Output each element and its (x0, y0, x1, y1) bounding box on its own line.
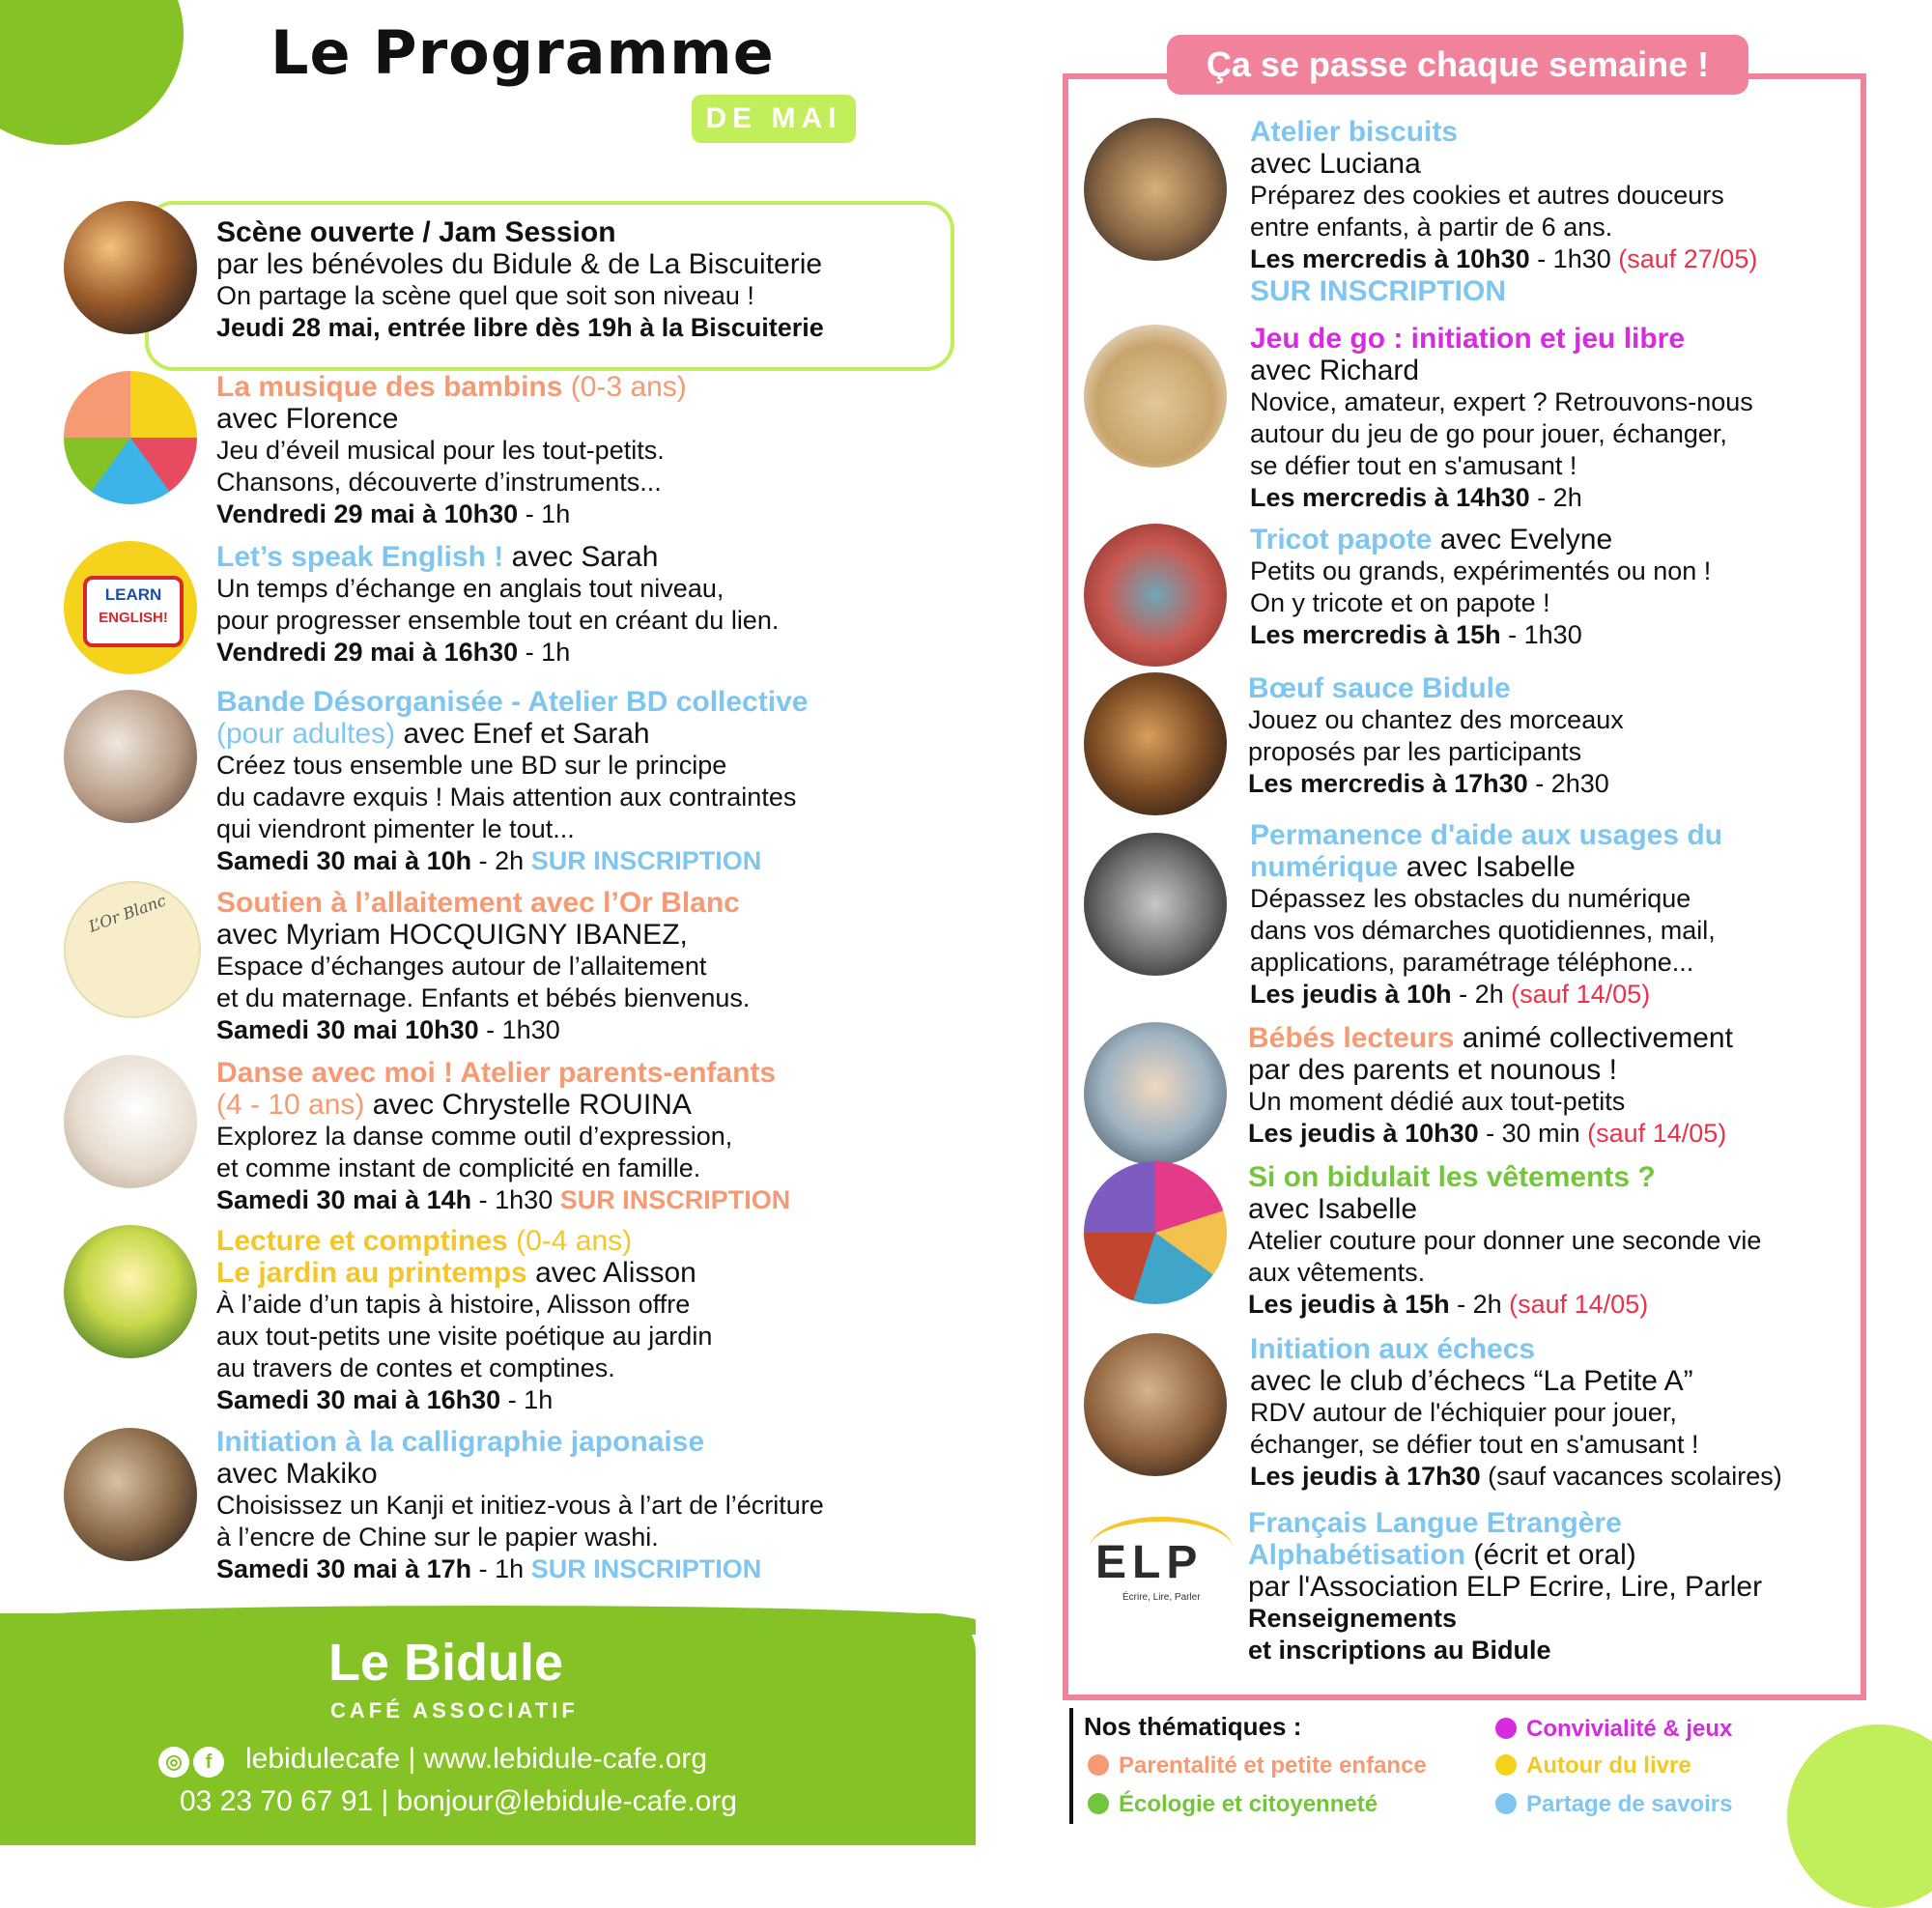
badge-english: ENGLISH! (99, 610, 168, 626)
weekly-title: Si on bidulait les vêtements ? (1248, 1161, 1656, 1193)
event-desc: et du maternage. Enfants et bébés bienvenus. (216, 983, 751, 1012)
weekly-desc: Atelier couture pour donner une seconde vie (1248, 1226, 1762, 1255)
event-desc: Jeu d’éveil musical pour les tout-petits. (216, 436, 665, 465)
go-board-photo (1084, 325, 1227, 468)
event-when: Samedi 30 mai 10h30 (216, 1015, 479, 1044)
weekly-title: Atelier biscuits (1250, 116, 1459, 148)
legend-item-ecologie (1088, 1791, 1378, 1818)
decorative-blob-top-left (0, 0, 184, 145)
event-desc: Explorez la danse comme outil d’expression, (216, 1122, 733, 1151)
event-age: (4 - 10 ans) (216, 1089, 365, 1121)
weekly-when: Les jeudis à 10h30 (1248, 1119, 1479, 1148)
weekly-desc: RDV autour de l'échiquier pour jouer, (1250, 1398, 1677, 1427)
event-when: Samedi 30 mai à 16h30 (216, 1385, 501, 1414)
featured-line2: On partage la scène quel que soit son niveau ! (216, 281, 754, 310)
weekly-desc: proposés par les participants (1248, 737, 1582, 766)
event-with: avec Chrystelle ROUINA (364, 1089, 692, 1121)
elp-logo (1090, 1517, 1233, 1604)
calligraphy-photo (64, 1428, 197, 1561)
event-duration: - 1h (518, 499, 571, 528)
legend-label: Convivialité & jeux (1526, 1716, 1733, 1742)
event-desc: Espace d’échanges autour de l’allaitement (216, 952, 707, 981)
badge-learn: LEARN (104, 585, 162, 604)
event-lecture (216, 1225, 712, 1416)
elp-logo-subtitle: Écrire, Lire, Parler (1122, 1592, 1201, 1603)
featured-line1: par les bénévoles du Bidule & de La Biscuiterie (216, 248, 823, 280)
legend-title: Nos thématiques : (1084, 1712, 1302, 1741)
legend-item-convivialite (1495, 1716, 1732, 1743)
weekly-with: avec Richard (1250, 355, 1420, 386)
month-badge: DE MAI (692, 95, 856, 143)
event-bambins (216, 371, 687, 530)
weekly-duration: - 2h30 (1527, 769, 1609, 798)
or-blanc-logo (64, 881, 201, 1018)
weekly-when: Les mercredis à 14h30 (1250, 483, 1530, 512)
event-duration: - 1h30 (471, 1185, 560, 1214)
weekly-go (1250, 323, 1753, 514)
event-title: Let’s speak English ! (216, 541, 504, 573)
weekly-desc: Jouez ou chantez des morceaux (1248, 705, 1624, 734)
event-with: avec Sarah (503, 541, 659, 573)
or-blanc-logo-text: L’Or Blanc (86, 891, 169, 936)
dance-photo (64, 1055, 197, 1188)
weekly-desc: échanger, se défier tout en s'amusant ! (1250, 1430, 1699, 1459)
weekly-with: avec Isabelle (1398, 851, 1576, 883)
legend-item-parentalite (1088, 1752, 1427, 1780)
sewing-photo (1084, 1161, 1227, 1304)
event-subtitle: Le jardin au printemps (216, 1257, 527, 1289)
weekly-when: Les mercredis à 15h (1250, 620, 1501, 649)
brand-tagline: CAFÉ ASSOCIATIF (330, 1698, 579, 1723)
event-desc: et comme instant de complicité en famille. (216, 1153, 701, 1182)
event-with: avec Enef et Sarah (395, 718, 650, 750)
legend-dot (1495, 1718, 1517, 1739)
weekly-extra: (écrit et oral) (1465, 1539, 1636, 1571)
page-title: Le Programme (270, 17, 775, 88)
weekly-numerique (1250, 819, 1722, 1011)
legend-dot (1088, 1754, 1109, 1776)
event-desc: aux tout-petits une visite poétique au jardin (216, 1322, 713, 1351)
instagram-icon[interactable]: ◎ (158, 1747, 189, 1778)
weekly-desc: Petits ou grands, expérimentés ou non ! (1250, 556, 1712, 585)
event-desc: du cadavre exquis ! Mais attention aux contraintes (216, 783, 797, 812)
legend-dot (1495, 1793, 1517, 1814)
weekly-duration: (sauf vacances scolaires) (1480, 1462, 1782, 1491)
event-duration: - 2h (471, 846, 531, 875)
weekly-duration: - 1h30 (1500, 620, 1582, 649)
event-title: La musique des bambins (216, 371, 563, 403)
weekly-duration: - 2h (1529, 483, 1582, 512)
event-with: avec Makiko (216, 1458, 378, 1490)
legend-divider (1069, 1708, 1073, 1824)
weekly-bebes (1248, 1022, 1733, 1150)
weekly-desc: dans vos démarches quotidiennes, mail, (1250, 916, 1716, 945)
weekly-with: avec Luciana (1250, 148, 1421, 180)
weekly-exception: (sauf 14/05) (1511, 980, 1651, 1009)
weekly-title: Tricot papote (1250, 524, 1433, 555)
event-desc: Un temps d’échange en anglais tout niveau, (216, 574, 724, 603)
guitars-photo (1084, 672, 1227, 815)
laptop-photo (1084, 833, 1227, 976)
legend-label: Écologie et citoyenneté (1119, 1791, 1378, 1817)
event-title: Lecture et comptines (216, 1225, 508, 1257)
event-bd (216, 686, 808, 877)
event-when: Vendredi 29 mai à 16h30 (216, 638, 519, 667)
weekly-when: Les jeudis à 15h (1248, 1290, 1450, 1319)
weekly-vetements (1248, 1161, 1761, 1321)
event-title: Danse avec moi ! Atelier parents-enfants (216, 1057, 777, 1089)
weekly-title: Initiation aux échecs (1250, 1333, 1536, 1365)
legend-item-savoirs (1495, 1791, 1732, 1818)
weekly-banner: Ça se passe chaque semaine ! (1167, 35, 1748, 95)
weekly-exception: (sauf 14/05) (1509, 1290, 1649, 1319)
weekly-title: Bœuf sauce Bidule (1248, 672, 1511, 704)
weekly-with: avec Isabelle (1248, 1193, 1418, 1225)
weekly-title-cont: numérique (1250, 851, 1399, 883)
weekly-info: Renseignements (1248, 1604, 1458, 1633)
cookies-photo (1084, 118, 1227, 261)
event-desc: qui viendront pimenter le tout... (216, 814, 575, 843)
event-when: Samedi 30 mai à 14h (216, 1185, 472, 1214)
event-when: Samedi 30 mai à 10h (216, 846, 472, 875)
event-with: avec Florence (216, 403, 399, 435)
registration-tag: SUR INSCRIPTION (530, 1554, 762, 1583)
event-age: (pour adultes) (216, 718, 396, 750)
event-title: Soutien à l’allaitement avec l’Or Blanc (216, 887, 740, 919)
registration-tag: SUR INSCRIPTION (1250, 275, 1507, 307)
event-allaitement (216, 887, 750, 1046)
event-calligraphie (216, 1426, 824, 1585)
event-with: avec Myriam HOCQUIGNY IBANEZ, (216, 919, 688, 951)
event-desc: Créez tous ensemble une BD sur le principe (216, 751, 727, 780)
baby-reading-photo (1084, 1022, 1227, 1165)
weekly-desc: Un moment dédié aux tout-petits (1248, 1087, 1626, 1116)
event-desc: au travers de contes et comptines. (216, 1353, 615, 1382)
event-when: Samedi 30 mai à 17h (216, 1554, 472, 1583)
legend-item-livre (1495, 1752, 1691, 1780)
registration-tag: SUR INSCRIPTION (530, 846, 762, 875)
book-flowers-photo (64, 1225, 197, 1358)
weekly-with: par l'Association ELP Ecrire, Lire, Parler (1248, 1571, 1763, 1603)
weekly-desc: aux vêtements. (1248, 1258, 1426, 1287)
weekly-title: Jeu de go : initiation et jeu libre (1250, 323, 1686, 355)
elp-logo-text: ELP (1095, 1537, 1204, 1588)
event-desc: pour progresser ensemble tout en créant du lien. (216, 606, 780, 635)
event-title: Initiation à la calligraphie japonaise (216, 1426, 705, 1458)
event-when: Vendredi 29 mai à 10h30 (216, 499, 519, 528)
event-desc: Choisissez un Kanji et initiez-vous à l’art de l’écriture (216, 1491, 824, 1520)
weekly-title: Français Langue Etrangère (1248, 1507, 1622, 1539)
facebook-icon[interactable]: f (193, 1747, 224, 1778)
weekly-tricot (1250, 524, 1711, 651)
event-duration: - 1h (471, 1554, 531, 1583)
weekly-boeuf (1248, 672, 1624, 800)
event-desc: À l’aide d’un tapis à histoire, Alisson offre (216, 1290, 691, 1319)
featured-when: Jeudi 28 mai, entrée libre dès 19h à la Biscuiterie (216, 313, 824, 342)
knitting-photo (1084, 524, 1227, 667)
contact-social-web[interactable]: lebidulecafe | www.lebidule-cafe.org (245, 1743, 708, 1775)
weekly-duration: - 1h30 (1529, 244, 1619, 273)
weekly-desc: Préparez des cookies et autres douceurs (1250, 181, 1724, 210)
weekly-desc: Dépassez les obstacles du numérique (1250, 884, 1691, 913)
weekly-title: Permanence d'aide aux usages du (1250, 819, 1722, 851)
featured-title: Scène ouverte / Jam Session (216, 216, 616, 248)
decorative-blob-bottom-right (1787, 1724, 1932, 1908)
brand-name: Le Bidule (328, 1634, 564, 1692)
legend-dot (1495, 1754, 1517, 1776)
chess-photo (1084, 1333, 1227, 1476)
weekly-with-cont: par des parents et nounous ! (1248, 1054, 1617, 1086)
weekly-desc: On y tricote et on papote ! (1250, 588, 1550, 617)
weekly-info: et inscriptions au Bidule (1248, 1636, 1551, 1665)
event-duration: - 1h (518, 638, 571, 667)
weekly-desc: se défier tout en s'amusant ! (1250, 451, 1577, 480)
weekly-with: animé collectivement (1454, 1022, 1733, 1054)
jam-session-photo (64, 201, 197, 334)
legend-label: Partage de savoirs (1526, 1791, 1733, 1817)
weekly-with: avec le club d’échecs “La Petite A” (1250, 1365, 1693, 1397)
legend-label: Autour du livre (1526, 1752, 1691, 1779)
event-age: (0-4 ans) (507, 1225, 633, 1257)
event-desc: à l’encre de Chine sur le papier washi. (216, 1523, 659, 1552)
contact-phone-email[interactable]: 03 23 70 67 91 | bonjour@lebidule-cafe.org (180, 1785, 737, 1817)
weekly-title-cont: Alphabétisation (1248, 1539, 1466, 1571)
event-duration: - 1h (500, 1385, 554, 1414)
weekly-exception: (sauf 14/05) (1587, 1119, 1727, 1148)
weekly-desc: applications, paramétrage téléphone... (1250, 948, 1694, 977)
weekly-echecs (1250, 1333, 1782, 1493)
event-desc: Chansons, découverte d’instruments... (216, 468, 662, 497)
event-danse (216, 1057, 790, 1216)
learn-english-photo (64, 541, 197, 674)
weekly-exception: (sauf 27/05) (1618, 244, 1758, 273)
weekly-when: Les jeudis à 17h30 (1250, 1462, 1481, 1491)
weekly-fle (1248, 1507, 1762, 1666)
event-age: (0-3 ans) (562, 371, 687, 403)
featured-event-text (216, 216, 824, 344)
weekly-duration: - 2h (1449, 1290, 1510, 1319)
weekly-with: avec Evelyne (1432, 524, 1613, 555)
event-title: Bande Désorganisée - Atelier BD collective (216, 686, 809, 718)
musical-instruments-photo (64, 371, 197, 504)
weekly-biscuits (1250, 116, 1757, 307)
weekly-desc: autour du jeu de go pour jouer, échanger, (1250, 419, 1727, 448)
weekly-when: Les mercredis à 10h30 (1250, 244, 1530, 273)
event-duration: - 1h30 (478, 1015, 560, 1044)
weekly-duration: - 30 min (1478, 1119, 1588, 1148)
weekly-when: Les mercredis à 17h30 (1248, 769, 1528, 798)
weekly-when: Les jeudis à 10h (1250, 980, 1452, 1009)
weekly-desc: entre enfants, à partir de 6 ans. (1250, 213, 1613, 242)
legend-label: Parentalité et petite enfance (1119, 1752, 1427, 1779)
weekly-title: Bébés lecteurs (1248, 1022, 1455, 1054)
weekly-desc: Novice, amateur, expert ? Retrouvons-nous (1250, 387, 1753, 416)
event-english (216, 541, 779, 669)
legend-dot (1088, 1793, 1109, 1814)
weekly-duration: - 2h (1451, 980, 1512, 1009)
comic-workshop-photo (64, 690, 197, 823)
event-with: avec Alisson (526, 1257, 696, 1289)
registration-tag: SUR INSCRIPTION (559, 1185, 791, 1214)
